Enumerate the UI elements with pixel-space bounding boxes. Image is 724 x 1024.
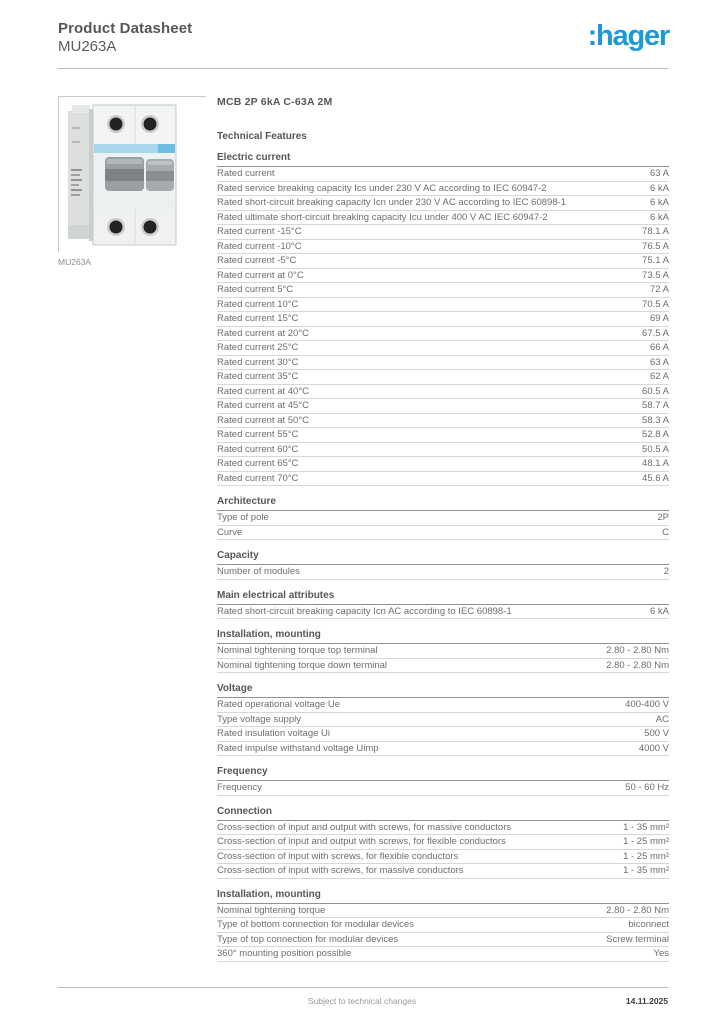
spec-section-title: Main electrical attributes <box>217 590 669 605</box>
spec-row <box>217 904 669 919</box>
spec-value: 52.8 A <box>642 429 669 440</box>
spec-row <box>217 457 669 472</box>
spec-row <box>217 182 669 197</box>
spec-value: 2P <box>657 512 669 523</box>
product-title: MCB 2P 6kA C-63A 2M <box>217 96 333 108</box>
spec-label: Rated current 10°C <box>217 298 299 310</box>
spec-row <box>217 526 669 541</box>
spec-sections <box>217 152 669 962</box>
spec-value: AC <box>655 713 669 725</box>
spec-value: 6 kA <box>649 211 669 223</box>
spec-value: 6 kA <box>649 605 669 617</box>
spec-value: 1 - 35 mm² <box>623 821 669 833</box>
spec-row <box>217 821 669 836</box>
footer-note: Subject to technical changes <box>307 996 417 1006</box>
spec-label: Nominal tightening torque <box>217 904 326 916</box>
spec-section <box>217 766 669 796</box>
spec-label: Cross-section of input with screws, for flexible conductors <box>217 850 459 862</box>
spec-value: 400-400 V <box>625 699 669 710</box>
spec-label: Curve <box>217 526 243 538</box>
spec-row <box>217 511 669 526</box>
spec-row <box>217 742 669 757</box>
spec-section-title: Electric current <box>217 152 669 167</box>
spec-label: Nominal tightening torque down terminal <box>217 659 388 671</box>
spec-row <box>217 211 669 226</box>
spec-value: 500 V <box>644 728 669 739</box>
spec-section-title: Connection <box>217 806 669 821</box>
spec-label: Rated insulation voltage Ui <box>217 728 331 739</box>
spec-row <box>217 933 669 948</box>
spec-value: 62 A <box>649 371 669 382</box>
spec-label: Rated service breaking capacity Ics under 230 V AC according to IEC 60947-2 <box>217 182 547 194</box>
spec-value: 4000 V <box>638 742 669 754</box>
spec-section-title: Installation, mounting <box>217 889 669 904</box>
spec-value: C <box>662 526 669 538</box>
spec-value: 72 A <box>649 284 669 295</box>
spec-value: 2.80 - 2.80 Nm <box>606 659 669 671</box>
spec-label: Type voltage supply <box>217 713 301 725</box>
spec-row <box>217 254 669 269</box>
spec-label: Rated current 65°C <box>217 458 299 469</box>
spec-label: Nominal tightening torque top terminal <box>217 645 378 656</box>
spec-value: 2.80 - 2.80 Nm <box>606 904 669 916</box>
spec-row <box>217 341 669 356</box>
spec-row <box>217 298 669 313</box>
spec-value: 75.1 A <box>642 255 669 266</box>
spec-value: 1 - 25 mm² <box>623 850 669 862</box>
spec-label: Rated current at 50°C <box>217 414 309 426</box>
spec-row <box>217 659 669 674</box>
spec-label: Rated current 25°C <box>217 342 299 353</box>
spec-section-title: Architecture <box>217 496 669 511</box>
spec-label: Rated current 5°C <box>217 284 294 295</box>
spec-row <box>217 835 669 850</box>
spec-row <box>217 472 669 487</box>
spec-label: Rated current 30°C <box>217 356 299 368</box>
spec-row <box>217 225 669 240</box>
spec-label: Rated current <box>217 168 275 179</box>
spec-row <box>217 864 669 879</box>
spec-row <box>217 269 669 284</box>
spec-label: Frequency <box>217 782 262 793</box>
spec-row <box>217 385 669 400</box>
spec-value: 2 <box>663 566 669 577</box>
spec-value: 70.5 A <box>642 298 669 310</box>
product-reference: MU263A <box>58 38 117 55</box>
hager-logo: :hager <box>587 20 669 52</box>
product-image <box>59 97 207 253</box>
spec-label: Rated short-circuit breaking capacity Icn AC according to IEC 60898-1 <box>217 605 512 617</box>
page-title: Product Datasheet <box>58 20 193 37</box>
specs-column <box>217 96 669 962</box>
spec-value: 45.6 A <box>642 472 669 484</box>
spec-row <box>217 327 669 342</box>
spec-label: Cross-section of input and output with screws, for massive conductors <box>217 821 512 833</box>
spec-value: 63 A <box>649 168 669 179</box>
spec-section <box>217 496 669 540</box>
spec-label: Rated current at 0°C <box>217 269 304 281</box>
spec-label: Type of pole <box>217 512 269 523</box>
spec-value: Yes <box>653 948 669 959</box>
spec-value: 78.1 A <box>642 226 669 237</box>
spec-label: Rated current -10°C <box>217 240 302 252</box>
spec-label: Number of modules <box>217 566 300 577</box>
footer-date: 14.11.2025 <box>625 996 668 1006</box>
spec-value: biconnect <box>628 919 669 930</box>
product-figure <box>58 96 208 267</box>
spec-label: Rated current at 40°C <box>217 385 309 397</box>
spec-value: 73.5 A <box>642 269 669 281</box>
spec-value: 58.3 A <box>642 414 669 426</box>
spec-label: Rated current -5°C <box>217 255 297 266</box>
spec-row <box>217 428 669 443</box>
spec-label: Rated current 15°C <box>217 313 299 324</box>
features-heading: Technical Features <box>217 131 307 142</box>
spec-value: 58.7 A <box>642 400 669 411</box>
spec-section <box>217 152 669 486</box>
spec-section <box>217 550 669 580</box>
spec-section <box>217 806 669 879</box>
spec-value: 66 A <box>649 342 669 353</box>
spec-row <box>217 565 669 580</box>
spec-row <box>217 918 669 933</box>
spec-row <box>217 356 669 371</box>
product-image-caption: MU263A <box>58 257 92 267</box>
spec-value: 76.5 A <box>642 240 669 252</box>
spec-label: Rated operational voltage Ue <box>217 699 341 710</box>
spec-value: 1 - 35 mm² <box>623 865 669 876</box>
spec-section-title: Capacity <box>217 550 669 565</box>
spec-row <box>217 698 669 713</box>
spec-section <box>217 683 669 756</box>
spec-value: 67.5 A <box>642 327 669 339</box>
spec-value: 6 kA <box>649 182 669 194</box>
spec-value: 1 - 25 mm² <box>623 836 669 847</box>
spec-value: 60.5 A <box>642 385 669 397</box>
spec-label: Type of bottom connection for modular devices <box>217 919 414 930</box>
spec-value: 2.80 - 2.80 Nm <box>606 645 669 656</box>
spec-label: Rated current 70°C <box>217 472 299 484</box>
spec-row <box>217 370 669 385</box>
spec-label: Rated impulse withstand voltage Uimp <box>217 742 379 754</box>
spec-row <box>217 850 669 865</box>
spec-value: 50.5 A <box>642 443 669 455</box>
spec-section-title: Voltage <box>217 683 669 698</box>
spec-label: Type of top connection for modular devices <box>217 933 399 945</box>
spec-row <box>217 414 669 429</box>
spec-value: 48.1 A <box>642 458 669 469</box>
spec-row <box>217 196 669 211</box>
spec-section <box>217 590 669 620</box>
spec-row <box>217 644 669 659</box>
spec-row <box>217 781 669 796</box>
spec-row <box>217 443 669 458</box>
product-image-frame <box>58 96 206 252</box>
spec-section <box>217 889 669 962</box>
spec-row <box>217 713 669 728</box>
spec-value: 69 A <box>649 313 669 324</box>
footer-divider <box>58 987 668 988</box>
spec-row <box>217 312 669 327</box>
spec-label: Cross-section of input and output with screws, for flexible conductors <box>217 836 506 847</box>
spec-value: 63 A <box>649 356 669 368</box>
spec-value: 6 kA <box>649 197 669 208</box>
spec-label: Rated current 60°C <box>217 443 299 455</box>
spec-label: Cross-section of input with screws, for massive conductors <box>217 865 464 876</box>
spec-section-title: Installation, mounting <box>217 629 669 644</box>
spec-row <box>217 283 669 298</box>
spec-value: 50 - 60 Hz <box>625 782 669 793</box>
spec-label: Rated current at 20°C <box>217 327 309 339</box>
spec-row <box>217 240 669 255</box>
spec-label: Rated ultimate short-circuit breaking capacity Icu under 400 V AC IEC 60947-2 <box>217 211 548 223</box>
spec-value: Screw terminal <box>606 933 669 945</box>
spec-row <box>217 399 669 414</box>
spec-label: Rated current 55°C <box>217 429 299 440</box>
spec-row <box>217 947 669 962</box>
spec-label: Rated current -15°C <box>217 226 302 237</box>
header-divider <box>58 68 668 69</box>
spec-label: Rated current at 45°C <box>217 400 309 411</box>
spec-section-title: Frequency <box>217 766 669 781</box>
spec-label: Rated current 35°C <box>217 371 299 382</box>
spec-label: Rated short-circuit breaking capacity Icn under 230 V AC according to IEC 60898-1 <box>217 197 567 208</box>
spec-label: 360° mounting position possible <box>217 948 352 959</box>
spec-row <box>217 167 669 182</box>
spec-section <box>217 629 669 673</box>
spec-row <box>217 605 669 620</box>
spec-row <box>217 727 669 742</box>
